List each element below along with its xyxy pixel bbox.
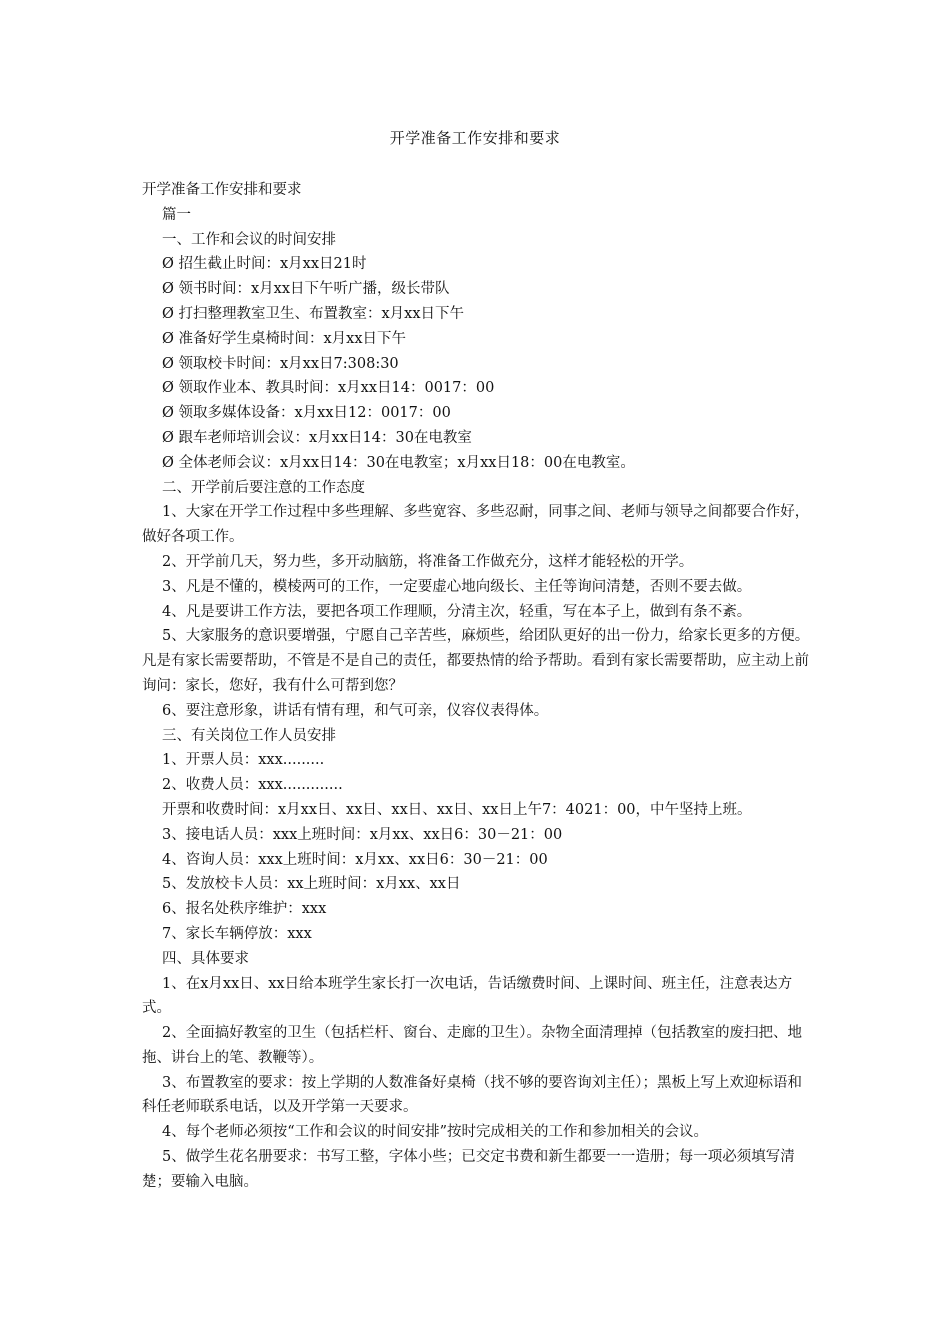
section-title: 四、具体要求 (162, 950, 249, 967)
schedule-item: Ø 准备好学生桌椅时间：x月xx日下午 (162, 330, 407, 347)
staff-item: 2、收费人员：xxx............. (162, 777, 343, 794)
staff-item: 4、咨询人员：xxx上班时间：x月xx、xx日6：30－21：00 (162, 851, 548, 868)
paragraph: 1、大家在开学工作过程中多些理解、多些宽容、多些忍耐，同事之间、老师与领导之间都要合作好，做好各项工作。 (142, 504, 810, 546)
document-title: 开学准备工作安排和要求 (389, 129, 561, 147)
paragraph: 2、开学前几天，努力些，多开动脑筋，将准备工作做充分，这样才能轻松的开学。 (162, 553, 694, 570)
staff-item: 1、开票人员：xxx......... (162, 752, 325, 769)
section-title: 二、开学前后要注意的工作态度 (162, 479, 365, 496)
paragraph: 2、全面搞好教室的卫生（包括栏杆、窗台、走廊的卫生）。杂物全面清理掉（包括教室的废扫把、地拖、讲台上的笔、教鞭等）。 (142, 1025, 802, 1066)
part-label: 篇一 (162, 206, 191, 223)
paragraph: 5、做学生花名册要求：书写工整，字体小些；已交定书费和新生都要一一造册；每一项必须填写清楚；要输入电脑。 (142, 1149, 795, 1190)
schedule-item: Ø 打扫整理教室卫生、布置教室：x月xx日下午 (162, 305, 465, 322)
staff-item: 开票和收费时间：x月xx日、xx日、xx日、xx日、xx日上午7：4021：00，中午坚持上班。 (162, 801, 752, 818)
schedule-item: Ø 领取多媒体设备：x月xx日12：0017：00 (162, 405, 451, 422)
schedule-item: Ø 全体老师会议：x月xx日14：30在电教室；x月xx日18：00在电教室。 (162, 454, 635, 471)
staff-item: 7、家长车辆停放：xxx (162, 925, 312, 942)
staff-item: 6、报名处秩序维护：xxx (162, 901, 327, 918)
paragraph: 3、布置教室的要求：按上学期的人数准备好桌椅（找不够的要咨询刘主任）；黑板上写上欢迎标语和科任老师联系电话，以及开学第一天要求。 (142, 1074, 802, 1116)
paragraph: 5、大家服务的意识要增强，宁愿自己辛苦些，麻烦些，给团队更好的出一份力，给家长更多的方便。凡是有家长需要帮助，不管是不是自己的责任，都要热情的给予帮助。看到有家长需要帮助，应主动上前询问：家长，您好，我有什么可帮到您？ (142, 628, 810, 694)
schedule-item: Ø 跟车老师培训会议：x月xx日14：30在电教室 (162, 429, 472, 446)
staff-item: 3、接电话人员：xxx上班时间：x月xx、xx日6：30－21：00 (162, 826, 563, 843)
document-body (142, 178, 810, 1195)
section-title: 一、工作和会议的时间安排 (162, 231, 336, 248)
document-heading: 开学准备工作安排和要求 (142, 182, 302, 198)
schedule-item: Ø 领书时间：x月xx日下午听广播，级长带队 (162, 281, 450, 298)
paragraph: 3、凡是不懂的，模棱两可的工作，一定要虚心地向级长、主任等询问清楚，否则不要去做。 (162, 578, 752, 595)
section-title: 三、有关岗位工作人员安排 (162, 727, 336, 744)
schedule-item: Ø 领取校卡时间：x月xx日7:308:30 (162, 355, 399, 372)
paragraph: 1、在x月xx日、xx日给本班学生家长打一次电话，告话缴费时间、上课时间、班主任，注意表达方式。 (142, 975, 793, 1017)
paragraph: 4、凡是要讲工作方法，要把各项工作理顺，分清主次，轻重，写在本子上，做到有条不紊。 (162, 603, 752, 620)
staff-item: 5、发放校卡人员：xx上班时间：x月xx、xx日 (162, 876, 461, 893)
paragraph: 6、要注意形象，讲话有情有理，和气可亲，仪容仪表得体。 (162, 702, 549, 719)
schedule-item: Ø 招生截止时间：x月xx日21时 (162, 256, 367, 273)
paragraph: 4、每个老师必须按“工作和会议的时间安排”按时完成相关的工作和参加相关的会议。 (162, 1124, 709, 1141)
schedule-item: Ø 领取作业本、教具时间：x月xx日14：0017：00 (162, 380, 495, 397)
